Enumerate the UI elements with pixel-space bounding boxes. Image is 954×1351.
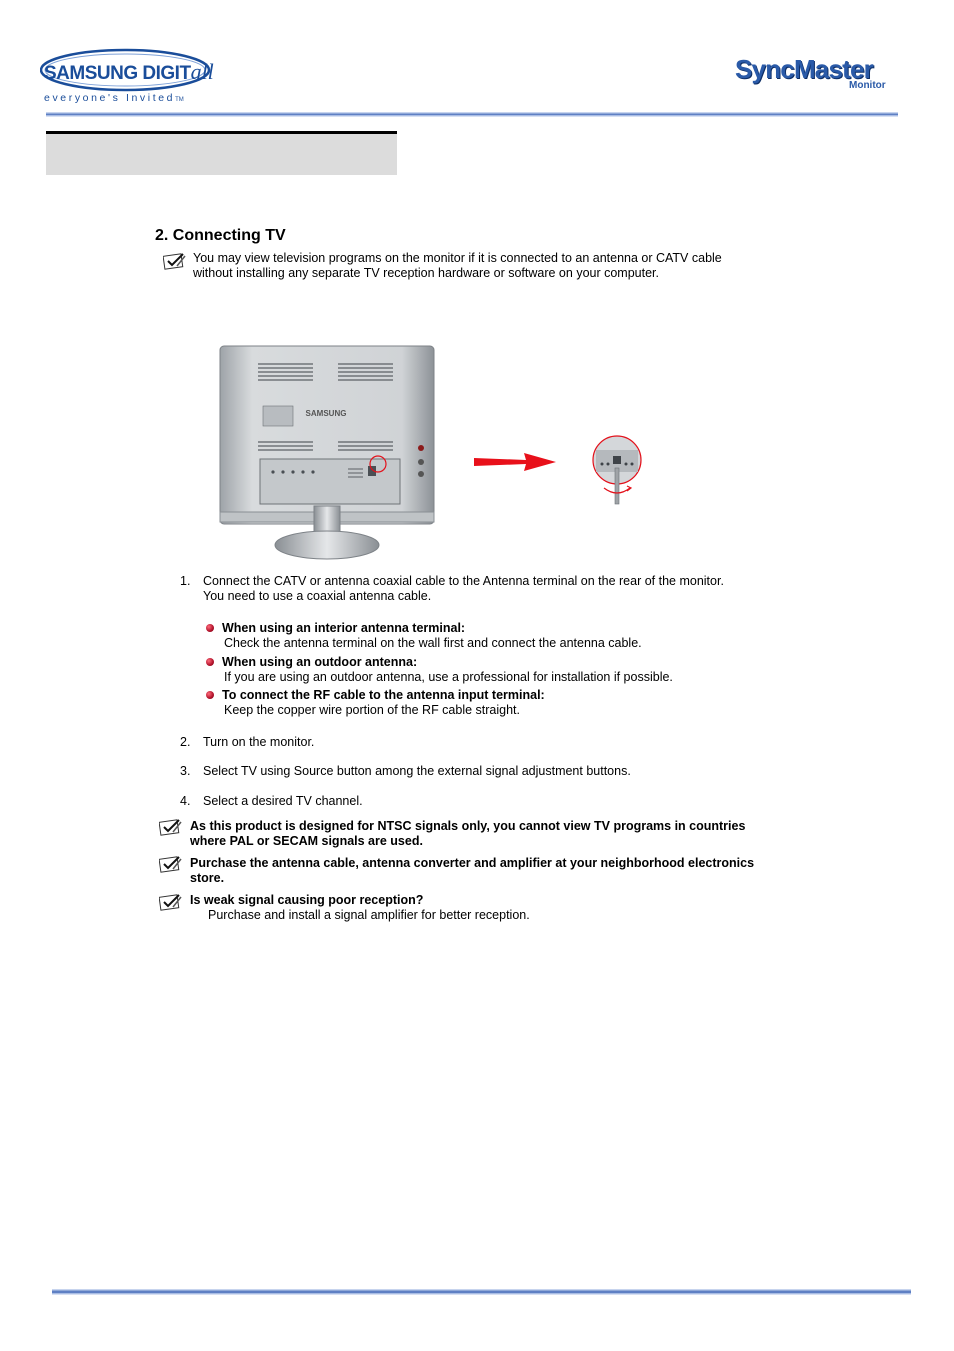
step-text: Select a desired TV channel. — [203, 794, 363, 808]
sub-item-text: Check the antenna terminal on the wall first and connect the antenna cable. — [224, 636, 642, 650]
note-icon — [159, 818, 183, 836]
step-number: 2. — [180, 735, 191, 749]
note-ntsc — [190, 819, 745, 849]
step-text: Turn on the monitor. — [203, 735, 315, 749]
step-text: Select TV using Source button among the external signal adjustment buttons. — [203, 764, 631, 778]
sub-item — [222, 621, 642, 651]
antenna-terminal-closeup — [590, 434, 646, 508]
note-text: Is weak signal causing poor reception? — [190, 893, 424, 907]
note-text: As this product is designed for NTSC signals only, you cannot view TV programs in countries — [190, 819, 746, 833]
bullet-icon — [206, 691, 214, 699]
note-text: store. — [190, 871, 225, 885]
brand-suffix-text: all — [190, 59, 214, 84]
brand-tm-text: TM — [175, 97, 184, 103]
note-text: where PAL or SECAM signals are used. — [190, 834, 423, 848]
sub-item — [222, 688, 545, 718]
section-title-bar — [46, 131, 397, 175]
note-weak-signal — [190, 893, 530, 923]
sub-item — [222, 655, 673, 685]
note-icon — [163, 252, 187, 270]
note-icon — [159, 855, 183, 873]
syncmaster-sub-text: Monitor — [849, 80, 886, 91]
bullet-icon — [206, 658, 214, 666]
monitor-rear-image — [218, 344, 436, 562]
sub-item-heading: To connect the RF cable to the antenna input terminal: — [222, 688, 545, 702]
direction-arrow — [474, 451, 556, 473]
syncmaster-logo — [735, 54, 895, 94]
brand-main-text: SAMSUNG DIGIT — [44, 63, 191, 84]
note-purchase — [190, 856, 754, 886]
intro-text — [193, 251, 722, 281]
sub-item-text: If you are using an outdoor antenna, use a professional for installation if possible. — [224, 670, 673, 684]
note-icon — [159, 893, 183, 911]
step-number: 1. — [180, 574, 191, 588]
syncmaster-logo-text: SyncMaster — [735, 54, 873, 84]
sub-item-text: Keep the copper wire portion of the RF cable straight. — [224, 703, 520, 717]
sub-item-heading: When using an interior antenna terminal: — [222, 621, 466, 635]
note-text: Purchase and install a signal amplifier for better reception. — [208, 908, 530, 922]
footer-divider — [52, 1289, 911, 1295]
sub-item-heading: When using an outdoor antenna: — [222, 655, 418, 669]
intro-line-1: You may view television programs on the monitor if it is connected to an antenna or CATV cable — [193, 251, 722, 265]
header-divider — [46, 112, 898, 117]
monitor-brand-label: SAMSUNG — [305, 409, 347, 418]
bullet-icon — [206, 624, 214, 632]
brand-tagline-text: everyone's Invited — [44, 92, 176, 104]
step-text: Connect the CATV or antenna coaxial cable to the Antenna terminal on the rear of the monitor. — [203, 574, 724, 588]
step-number: 4. — [180, 794, 191, 808]
step-number: 3. — [180, 764, 191, 778]
step-text: You need to use a coaxial antenna cable. — [203, 589, 432, 603]
note-text: Purchase the antenna cable, antenna converter and amplifier at your neighborhood electronics — [190, 856, 755, 870]
section-heading: 2. Connecting TV — [155, 227, 286, 244]
intro-line-2: without installing any separate TV reception hardware or software on your computer. — [193, 266, 659, 280]
samsung-logo — [40, 48, 215, 103]
